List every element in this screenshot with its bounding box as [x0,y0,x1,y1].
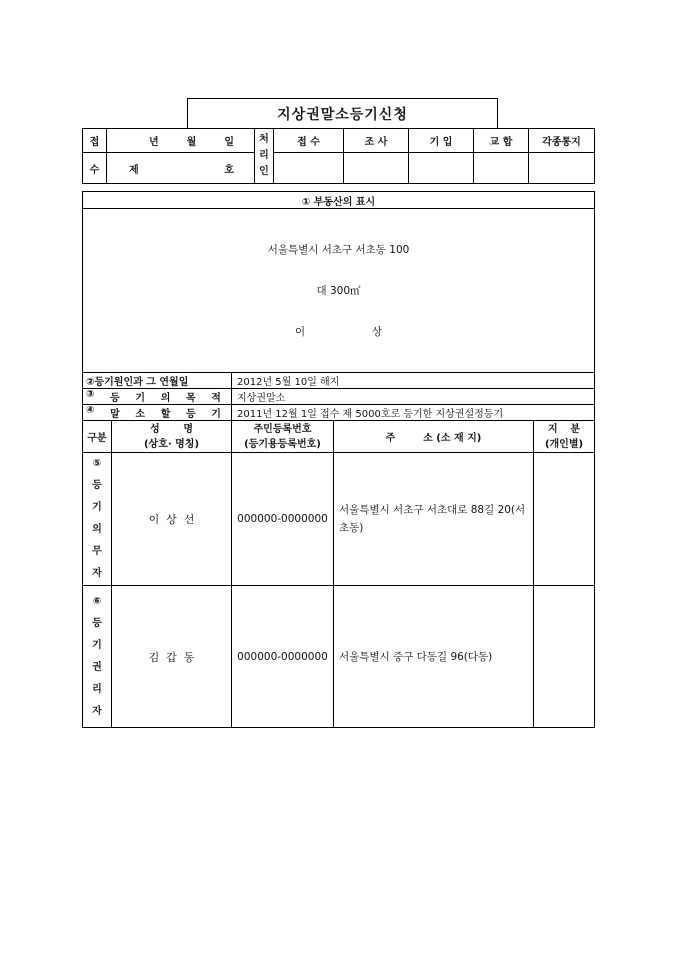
share-header: 지 분 (개인별) [534,421,595,453]
property-header: ① 부동산의 표시 [83,192,595,209]
receipt-table [82,128,595,184]
number-suffix: 호 [224,164,234,176]
gubun-header: 구분 [83,421,112,453]
obligor-name: 이 상 선 [112,453,232,586]
obligee-share[interactable] [534,586,595,728]
receipt-label-bottom: 수 [83,153,107,184]
main-table [82,191,595,728]
stamp-entry[interactable] [409,153,474,184]
number-prefix: 제 [129,164,139,176]
step-entry: 기 입 [409,129,474,153]
property-address: 서울특별시 서초구 서초동 100 [267,244,410,256]
obligee-label: ⑥ 등 기 권 리 자 [83,586,112,728]
month-label: 월 [186,137,197,148]
step-investigate: 조 사 [344,129,409,153]
obligor-share[interactable] [534,453,595,586]
form-title: 지상권말소등기신청 [187,98,498,128]
step-collate: 교 합 [474,129,529,153]
address-header: 주 소 (소 재 지) [334,421,534,453]
obligor-label: ⑤ 등 기 의 무 자 [83,453,112,586]
cancel-value: 2011년 12월 1일 접수 제 5000호로 등기한 지상권설정등기 [232,405,595,421]
stamp-collate[interactable] [474,153,529,184]
obligor-address: 서울특별시 서초구 서초대로 88길 20(서초동) [334,453,534,586]
property-land: 대 300㎡ [316,285,361,297]
year-label: 년 [149,137,159,148]
property-description [83,209,595,373]
day-label: 일 [224,137,234,148]
property-end: 이 상 [295,326,382,338]
cause-value: 2012년 5월 10일 해지 [232,373,595,389]
obligee-name: 김 갑 동 [112,586,232,728]
obligee-id: 000000-0000000 [232,586,334,728]
cancel-label: ④ 말 소 할 등 기 [83,405,232,421]
step-receipt: 접 수 [274,129,344,153]
obligee-address: 서울특별시 중구 다동길 96(다동) [334,586,534,728]
stamp-notice[interactable] [529,153,595,184]
purpose-label: ③ 등 기 의 목 적 [83,389,232,405]
receipt-date [107,129,255,153]
processor-label: 처 리 인 [255,129,274,184]
obligor-id: 000000-0000000 [232,453,334,586]
name-header: 성 명 (상호· 명칭) [112,421,232,453]
stamp-receipt[interactable] [274,153,344,184]
id-header: 주민등록번호 (등기용등록번호) [232,421,334,453]
cause-label: ②등기원인과 그 연월일 [83,373,232,389]
receipt-label-top: 접 [83,129,107,153]
step-notice: 각종통지 [529,129,595,153]
purpose-value: 지상권말소 [232,389,595,405]
stamp-investigate[interactable] [344,153,409,184]
receipt-number [107,153,255,184]
